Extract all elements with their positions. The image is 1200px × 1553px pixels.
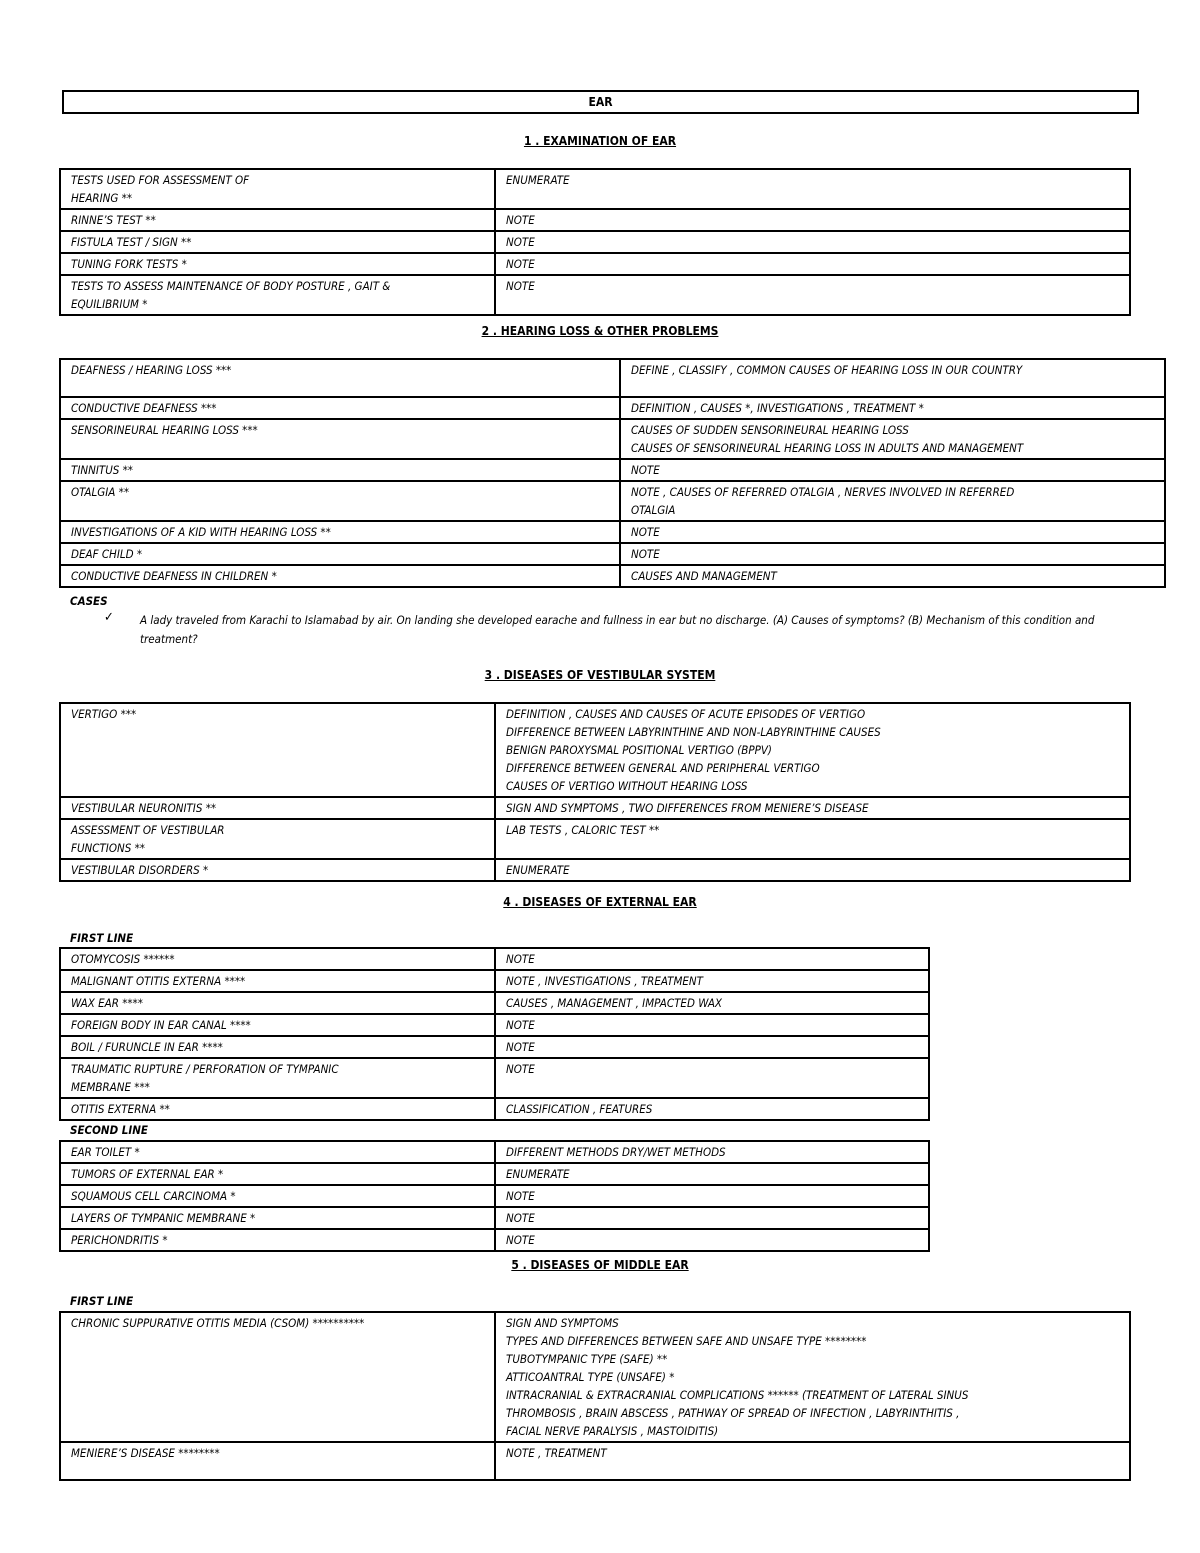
table-row — [60, 1185, 929, 1207]
section-heading: 3 . DISEASES OF VESTIBULAR SYSTEM — [484, 668, 716, 682]
cases-label: CASES — [70, 594, 108, 608]
second-line-label: SECOND LINE — [70, 1123, 148, 1137]
table-row — [60, 948, 929, 970]
table-cell: NOTE — [495, 1014, 929, 1036]
table-cell: WAX EAR **** — [60, 992, 495, 1014]
table-cell: NOTE , CAUSES OF REFERRED OTALGIA , NERVES INVOLVED IN REFERRED OTALGIA — [620, 481, 1165, 521]
table-row — [60, 275, 1130, 315]
table-cell: NOTE — [495, 275, 1130, 315]
table-cell: INVESTIGATIONS OF A KID WITH HEARING LOSS ** — [60, 521, 620, 543]
table-cell: OTALGIA ** — [60, 481, 620, 521]
table-cell: NOTE — [495, 1229, 929, 1251]
table-cell: ENUMERATE — [495, 1163, 929, 1185]
table-cell: CAUSES AND MANAGEMENT — [620, 565, 1165, 587]
table-row — [60, 1014, 929, 1036]
table-cell: VESTIBULAR DISORDERS * — [60, 859, 495, 881]
table-cell: CLASSIFICATION , FEATURES — [495, 1098, 929, 1120]
table-row — [60, 1141, 929, 1163]
table-cell: TESTS USED FOR ASSESSMENT OF HEARING ** — [60, 169, 495, 209]
middle-ear-table — [59, 1311, 1131, 1481]
table-row — [60, 565, 1165, 587]
table-cell: NOTE — [620, 521, 1165, 543]
table-cell: TINNITUS ** — [60, 459, 620, 481]
section-heading: 5 . DISEASES OF MIDDLE EAR — [511, 1258, 689, 1272]
table-row — [60, 359, 1165, 397]
table-cell: NOTE , TREATMENT — [495, 1442, 1130, 1480]
table-row — [60, 253, 1130, 275]
table-cell: OTITIS EXTERNA ** — [60, 1098, 495, 1120]
table-cell: FOREIGN BODY IN EAR CANAL **** — [60, 1014, 495, 1036]
table-row — [60, 1058, 929, 1098]
table-cell: DEAF CHILD * — [60, 543, 620, 565]
table-row — [60, 992, 929, 1014]
table-row — [60, 543, 1165, 565]
checkmark-icon: ✓ — [104, 610, 114, 625]
table-row — [60, 859, 1130, 881]
table-cell: FISTULA TEST / SIGN ** — [60, 231, 495, 253]
table-cell: VESTIBULAR NEURONITIS ** — [60, 797, 495, 819]
table-cell: NOTE — [495, 1185, 929, 1207]
table-row — [60, 1098, 929, 1120]
table-cell: EAR TOILET * — [60, 1141, 495, 1163]
table-row — [60, 521, 1165, 543]
table-cell: NOTE — [620, 459, 1165, 481]
section-heading: 2 . HEARING LOSS & OTHER PROBLEMS — [481, 324, 719, 338]
first-line-label: FIRST LINE — [70, 1294, 134, 1308]
table-cell: CONDUCTIVE DEAFNESS *** — [60, 397, 620, 419]
table-row — [60, 797, 1130, 819]
table-cell: SQUAMOUS CELL CARCINOMA * — [60, 1185, 495, 1207]
table-cell: MALIGNANT OTITIS EXTERNA **** — [60, 970, 495, 992]
table-cell: DEFINITION , CAUSES *, INVESTIGATIONS , TREATMENT * — [620, 397, 1165, 419]
table-cell: CAUSES , MANAGEMENT , IMPACTED WAX — [495, 992, 929, 1014]
table-cell: DEFINITION , CAUSES AND CAUSES OF ACUTE EPISODES OF VERTIGO DIFFERENCE BETWEEN LABYRINTHINE AND NON-LABYRINTHINE CAUSES BENIGN PAROXYSMAL POSITIONAL VERTIGO (BPPV) DIFFERENCE BETWEEN GENERAL AND PERIPHERAL VERTIGO CAUSES OF VERTIGO WITHOUT HEARING LOSS — [495, 703, 1130, 797]
external-ear-first-table — [59, 947, 930, 1121]
table-cell: ENUMERATE — [495, 169, 1130, 209]
table-cell: MENIERE’S DISEASE ******** — [60, 1442, 495, 1480]
table-cell: ASSESSMENT OF VESTIBULAR FUNCTIONS ** — [60, 819, 495, 859]
table-row — [60, 209, 1130, 231]
table-row — [60, 1442, 1130, 1480]
table-row — [60, 459, 1165, 481]
hearing-loss-table — [59, 358, 1166, 588]
exam-table — [59, 168, 1131, 316]
table-cell: NOTE — [495, 209, 1130, 231]
case-text: A lady traveled from Karachi to Islamabad by air. On landing she developed earache and fullness in ear but no discharge. (A) Causes of symptoms? (B) Mechanism of this condition and treatment? — [140, 613, 1095, 646]
table-row — [60, 481, 1165, 521]
page-title: EAR — [62, 90, 1139, 114]
table-row — [60, 819, 1130, 859]
table-row — [60, 703, 1130, 797]
table-cell: SENSORINEURAL HEARING LOSS *** — [60, 419, 620, 459]
table-cell: RINNE’S TEST ** — [60, 209, 495, 231]
external-ear-second-table — [59, 1140, 930, 1252]
table-cell: LAYERS OF TYMPANIC MEMBRANE * — [60, 1207, 495, 1229]
table-cell: DEAFNESS / HEARING LOSS *** — [60, 359, 620, 397]
table-cell: NOTE — [495, 231, 1130, 253]
table-cell: TRAUMATIC RUPTURE / PERFORATION OF TYMPANIC MEMBRANE *** — [60, 1058, 495, 1098]
table-cell: VERTIGO *** — [60, 703, 495, 797]
table-cell: OTOMYCOSIS ****** — [60, 948, 495, 970]
table-row — [60, 1312, 1130, 1442]
table-row — [60, 419, 1165, 459]
table-cell: NOTE — [495, 948, 929, 970]
table-row — [60, 231, 1130, 253]
table-cell: NOTE — [495, 1036, 929, 1058]
table-cell: TESTS TO ASSESS MAINTENANCE OF BODY POSTURE , GAIT & EQUILIBRIUM * — [60, 275, 495, 315]
table-cell: CONDUCTIVE DEAFNESS IN CHILDREN * — [60, 565, 620, 587]
table-row — [60, 1229, 929, 1251]
table-row — [60, 970, 929, 992]
table-row — [60, 397, 1165, 419]
table-cell: TUMORS OF EXTERNAL EAR * — [60, 1163, 495, 1185]
table-cell: NOTE — [620, 543, 1165, 565]
first-line-label: FIRST LINE — [70, 931, 134, 945]
table-cell: TUNING FORK TESTS * — [60, 253, 495, 275]
table-cell: NOTE — [495, 253, 1130, 275]
table-row — [60, 1207, 929, 1229]
section-heading: 1 . EXAMINATION OF EAR — [523, 134, 677, 148]
table-cell: NOTE — [495, 1207, 929, 1229]
table-cell: PERICHONDRITIS * — [60, 1229, 495, 1251]
table-cell: DEFINE , CLASSIFY , COMMON CAUSES OF HEARING LOSS IN OUR COUNTRY — [620, 359, 1165, 397]
table-row — [60, 1036, 929, 1058]
table-row — [60, 169, 1130, 209]
table-cell: ENUMERATE — [495, 859, 1130, 881]
table-cell: DIFFERENT METHODS DRY/WET METHODS — [495, 1141, 929, 1163]
table-cell: BOIL / FURUNCLE IN EAR **** — [60, 1036, 495, 1058]
table-row — [60, 1163, 929, 1185]
table-cell: SIGN AND SYMPTOMS , TWO DIFFERENCES FROM MENIERE’S DISEASE — [495, 797, 1130, 819]
table-cell: LAB TESTS , CALORIC TEST ** — [495, 819, 1130, 859]
section-heading: 4 . DISEASES OF EXTERNAL EAR — [503, 895, 697, 909]
table-cell: CAUSES OF SUDDEN SENSORINEURAL HEARING LOSS CAUSES OF SENSORINEURAL HEARING LOSS IN ADULTS AND MANAGEMENT — [620, 419, 1165, 459]
table-cell: CHRONIC SUPPURATIVE OTITIS MEDIA (CSOM) ********** — [60, 1312, 495, 1442]
table-cell: NOTE — [495, 1058, 929, 1098]
vestibular-table — [59, 702, 1131, 882]
table-cell: SIGN AND SYMPTOMS TYPES AND DIFFERENCES BETWEEN SAFE AND UNSAFE TYPE ******** TUBOTYMPANIC TYPE (SAFE) ** ATTICOANTRAL TYPE (UNSAFE) * INTRACRANIAL & EXTRACRANIAL COMPLICATIONS ****** (TREATMENT OF LATERAL SINUS THROMBOSIS , BRAIN ABSCESS , PATHWAY OF SPREAD OF INFECTION , LABYRINTHITIS , FACIAL NERVE PARALYSIS , MASTOIDITIS) — [495, 1312, 1130, 1442]
table-cell: NOTE , INVESTIGATIONS , TREATMENT — [495, 970, 929, 992]
